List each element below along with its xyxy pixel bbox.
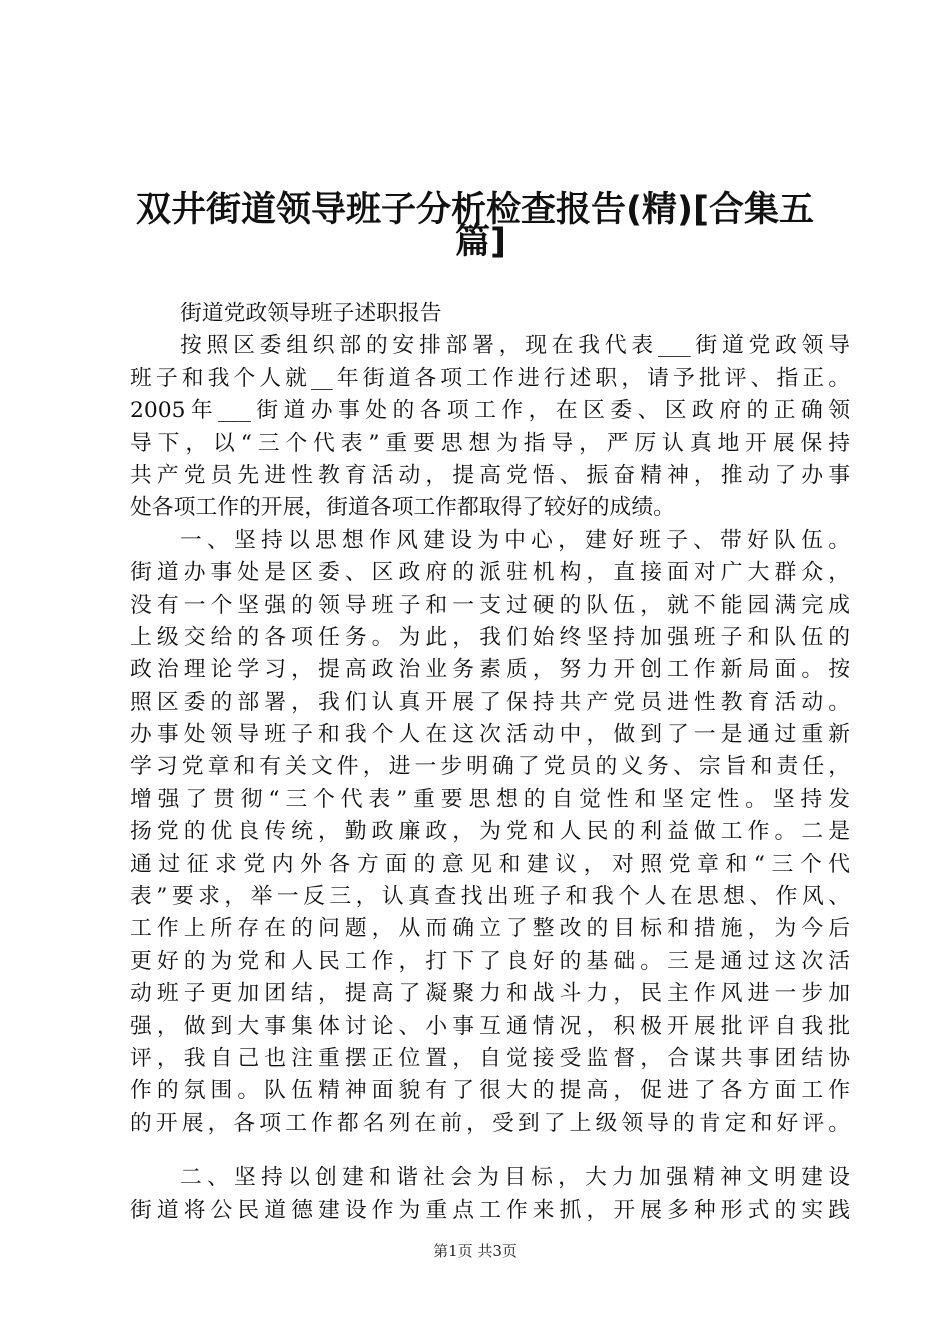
- body-line: 街道将公民道德建设作为重点工作来抓，开展多种形式的实践: [130, 1197, 850, 1223]
- document-title-line-2: 篇]: [455, 222, 506, 262]
- document-body: [130, 298, 850, 1227]
- body-line: 共产党员先进性教育活动，提高党悟、振奋精神，推动了办事: [130, 462, 850, 488]
- body-line: 导下，以“三个代表”重要思想为指导，严厉认真地开展保持: [130, 430, 850, 456]
- body-line: 强，做到大事集体讨论、小事互通情况，积极开展批评自我批: [130, 1013, 850, 1039]
- body-line: 工作上所存在的问题，从而确立了整改的目标和措施，为今后: [130, 916, 850, 942]
- body-line: 按照区委组织部的安排部署，现在我代表___街道党政领导: [180, 333, 850, 359]
- paragraph-gap: [130, 1140, 850, 1162]
- body-line: 增强了贯彻“三个代表”重要思想的自觉性和坚定性。坚持发: [130, 786, 850, 812]
- body-line: 扬党的优良传统，勤政廉政，为党和人民的利益做工作。二是: [130, 819, 850, 845]
- body-line: 办事处领导班子和我个人在这次活动中，做到了一是通过重新: [130, 722, 850, 748]
- body-line: 照区委的部署，我们认真开展了保持共产党员进性教育活动。: [130, 689, 850, 715]
- body-line: 街道办事处是区委、区政府的派驻机构，直接面对广大群众，: [130, 560, 850, 586]
- body-line: 的开展，各项工作都名列在前，受到了上级领导的肯定和好评。: [130, 1110, 850, 1136]
- body-line: 政治理论学习，提高政治业务素质，努力开创工作新局面。按: [130, 657, 850, 683]
- body-line: 评，我自己也注重摆正位置，自觉接受监督，合谋共事团结协: [130, 1045, 850, 1071]
- body-line: 处各项工作的开展，街道各项工作都取得了较好的成绩。: [130, 495, 675, 521]
- body-line: 学习党章和有关文件，进一步明确了党员的义务、宗旨和责任，: [130, 754, 850, 780]
- body-line: 二、坚持以创建和谐社会为目标，大力加强精神文明建设: [180, 1165, 850, 1191]
- body-line: 街道党政领导班子述职报告: [180, 301, 442, 326]
- body-line: 表”要求，举一反三，认真查找出班子和我个人在思想、作风、: [130, 884, 850, 910]
- body-line: 作的氛围。队伍精神面貌有了很大的提高，促进了各方面工作: [130, 1078, 850, 1104]
- body-line: 一、坚持以思想作风建设为中心，建好班子、带好队伍。: [180, 527, 850, 553]
- body-line: 班子和我个人就__年街道各项工作进行述职，请予批评、指正。: [130, 365, 850, 391]
- body-line: 上级交给的各项任务。为此，我们始终坚持加强班子和队伍的: [130, 624, 850, 650]
- body-line: 更好的为党和人民工作，打下了良好的基础。三是通过这次活: [130, 948, 850, 974]
- body-line: 通过征求党内外各方面的意见和建议，对照党章和“三个代: [130, 851, 850, 877]
- body-line: 没有一个坚强的领导班子和一支过硬的队伍，就不能园满完成: [130, 592, 850, 618]
- page-number-footer: 第1页 共3页: [433, 1242, 517, 1260]
- body-line: 2005年___街道办事处的各项工作，在区委、区政府的正确领: [130, 398, 850, 424]
- body-line: 动班子更加团结，提高了凝聚力和战斗力，民主作风进一步加: [130, 981, 850, 1007]
- document-title-line-1: 双井街道领导班子分析检查报告(精)[合集五: [136, 190, 814, 230]
